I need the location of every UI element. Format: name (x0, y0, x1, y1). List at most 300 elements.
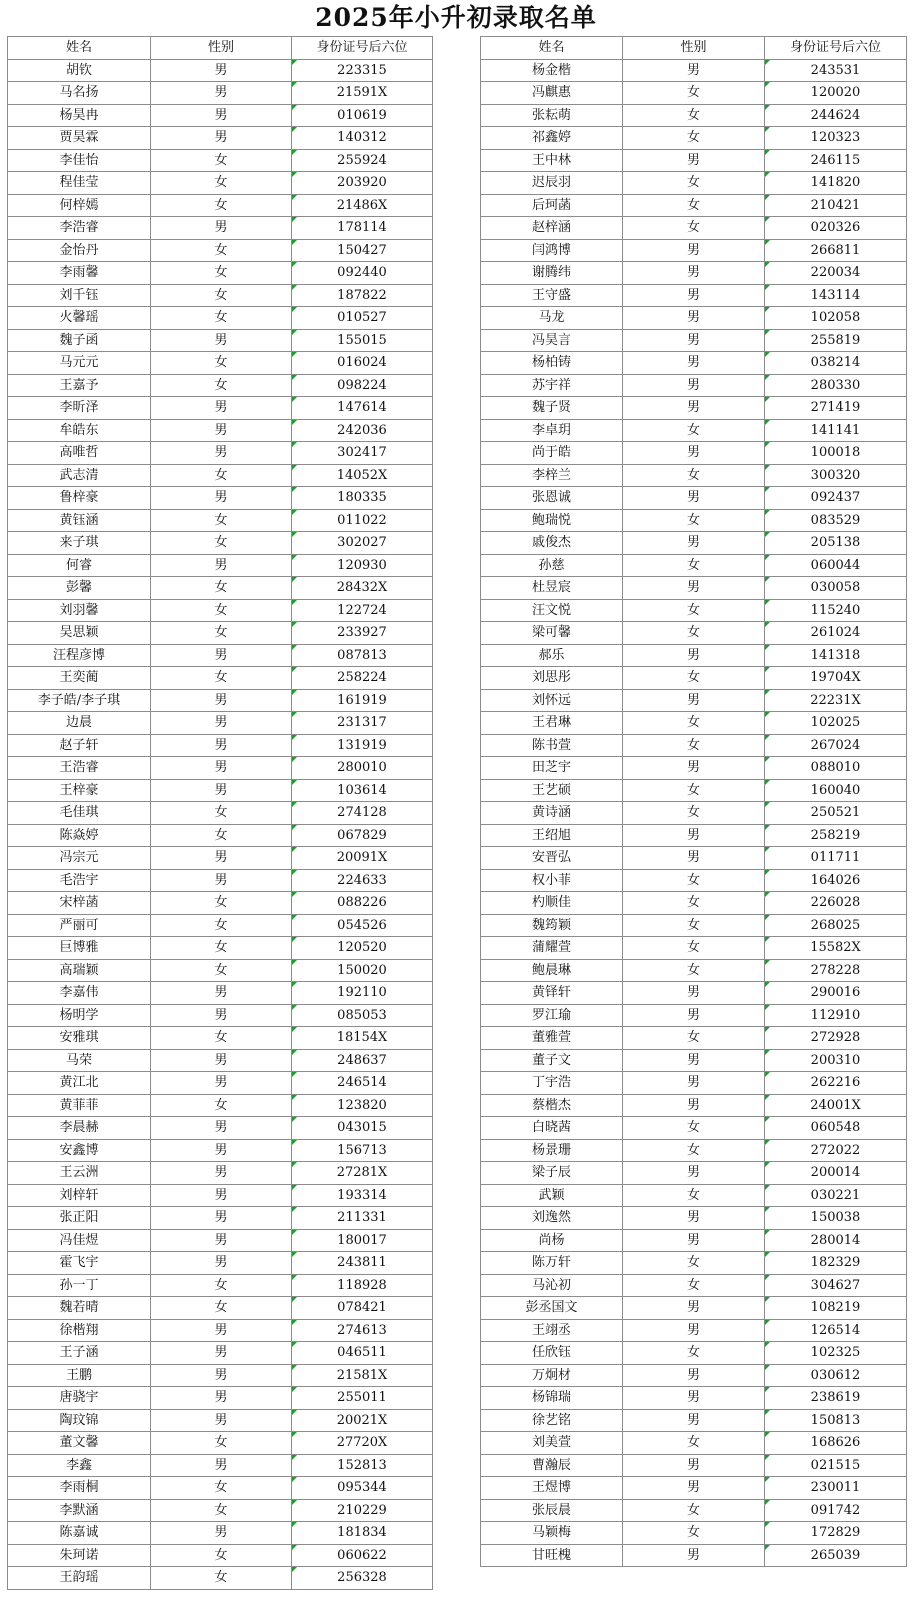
id-suffix-cell: 14052X (292, 464, 433, 487)
student-name-cell: 李卓玥 (481, 419, 623, 442)
student-name-cell: 陈书萱 (481, 734, 623, 757)
gender-cell: 男 (623, 532, 765, 555)
student-name-cell: 李默涵 (8, 1499, 151, 1522)
id-suffix-cell: 21581X (292, 1364, 433, 1387)
student-name-cell: 彭丞国文 (481, 1297, 623, 1320)
id-suffix-cell: 120323 (765, 127, 907, 150)
table-row (481, 487, 907, 510)
id-suffix-cell: 210229 (292, 1499, 433, 1522)
student-name-cell: 闫鸿博 (481, 239, 623, 262)
table-row (8, 104, 433, 127)
student-name-cell: 安鑫博 (8, 1139, 151, 1162)
table-row (8, 374, 433, 397)
id-suffix-cell: 150020 (292, 959, 433, 982)
student-name-cell: 白晓茜 (481, 1117, 623, 1140)
table-row (8, 712, 433, 735)
gender-cell: 男 (151, 1364, 292, 1387)
id-suffix-cell: 231317 (292, 712, 433, 735)
student-name-cell: 董文馨 (8, 1432, 151, 1455)
table-row (481, 734, 907, 757)
student-name-cell: 贾昊霖 (8, 127, 151, 150)
id-suffix-cell: 280330 (765, 374, 907, 397)
student-name-cell: 王绍旭 (481, 824, 623, 847)
student-name-cell: 王奕蔺 (8, 667, 151, 690)
id-suffix-cell: 180335 (292, 487, 433, 510)
id-suffix-cell: 046511 (292, 1342, 433, 1365)
table-row (8, 509, 433, 532)
table-row (481, 82, 907, 105)
table-row (481, 1027, 907, 1050)
student-name-cell: 曹瀚辰 (481, 1454, 623, 1477)
id-suffix-cell: 095344 (292, 1477, 433, 1500)
id-suffix-cell: 274128 (292, 802, 433, 825)
gender-cell: 女 (623, 667, 765, 690)
table-row (8, 847, 433, 870)
gender-cell: 女 (623, 464, 765, 487)
student-name-cell: 蔡楷杰 (481, 1094, 623, 1117)
table-row (481, 599, 907, 622)
id-suffix-cell: 141318 (765, 644, 907, 667)
table-row (8, 1454, 433, 1477)
gender-cell: 男 (151, 1342, 292, 1365)
id-suffix-cell: 150813 (765, 1409, 907, 1432)
student-name-cell: 李雨馨 (8, 262, 151, 285)
student-name-cell: 马颖梅 (481, 1522, 623, 1545)
table-row (8, 959, 433, 982)
student-name-cell: 唐骁宇 (8, 1387, 151, 1410)
gender-cell: 男 (623, 1094, 765, 1117)
gender-cell: 男 (623, 1364, 765, 1387)
student-name-cell: 毛浩宇 (8, 869, 151, 892)
gender-cell: 女 (623, 1139, 765, 1162)
table-row (8, 1184, 433, 1207)
gender-cell: 女 (151, 959, 292, 982)
id-suffix-cell: 141141 (765, 419, 907, 442)
table-row (481, 982, 907, 1005)
table-row (8, 1274, 433, 1297)
table-row (481, 217, 907, 240)
student-name-cell: 魏子贤 (481, 397, 623, 420)
id-suffix-cell: 27720X (292, 1432, 433, 1455)
table-row (481, 262, 907, 285)
gender-cell: 女 (151, 532, 292, 555)
student-name-cell: 胡钦 (8, 59, 151, 82)
table-row (8, 577, 433, 600)
id-suffix-cell: 244624 (765, 104, 907, 127)
student-name-cell: 王艺硕 (481, 779, 623, 802)
gender-cell: 女 (623, 509, 765, 532)
table-row (481, 194, 907, 217)
table-row (8, 1522, 433, 1545)
student-name-cell: 王韵瑶 (8, 1567, 151, 1590)
gender-cell: 女 (623, 914, 765, 937)
student-name-cell: 王煜博 (481, 1477, 623, 1500)
gender-cell: 男 (623, 1319, 765, 1342)
table-row (8, 217, 433, 240)
table-row (8, 194, 433, 217)
student-name-cell: 赵梓涵 (481, 217, 623, 240)
student-name-cell: 董雅萱 (481, 1027, 623, 1050)
table-row (8, 1072, 433, 1095)
gender-cell: 男 (623, 824, 765, 847)
id-suffix-cell: 120930 (292, 554, 433, 577)
student-name-cell: 郝乐 (481, 644, 623, 667)
student-name-cell: 王子涵 (8, 1342, 151, 1365)
gender-cell: 男 (623, 982, 765, 1005)
gender-cell: 男 (151, 1319, 292, 1342)
student-name-cell: 李鑫 (8, 1454, 151, 1477)
student-name-cell: 董子文 (481, 1049, 623, 1072)
table-row (8, 869, 433, 892)
id-suffix-cell: 200310 (765, 1049, 907, 1072)
gender-cell: 男 (623, 397, 765, 420)
student-name-cell: 黄铎轩 (481, 982, 623, 1005)
table-row (481, 577, 907, 600)
header-gender: 性别 (151, 37, 292, 60)
gender-cell: 男 (151, 1409, 292, 1432)
gender-cell: 女 (623, 959, 765, 982)
id-suffix-cell: 302417 (292, 442, 433, 465)
page-title: 2025年小升初录取名单 (315, 3, 597, 32)
table-row (8, 59, 433, 82)
id-suffix-cell: 223315 (292, 59, 433, 82)
id-suffix-cell: 091742 (765, 1499, 907, 1522)
gender-cell: 女 (151, 1297, 292, 1320)
table-row (8, 1342, 433, 1365)
table-row (8, 1139, 433, 1162)
id-suffix-cell: 272928 (765, 1027, 907, 1050)
id-suffix-cell: 304627 (765, 1274, 907, 1297)
id-suffix-cell: 210421 (765, 194, 907, 217)
student-name-cell: 尚杨 (481, 1229, 623, 1252)
id-suffix-cell: 083529 (765, 509, 907, 532)
id-suffix-cell: 043015 (292, 1117, 433, 1140)
gender-cell: 女 (151, 599, 292, 622)
table-row (481, 352, 907, 375)
student-name-cell: 魏若晴 (8, 1297, 151, 1320)
student-name-cell: 冯昊言 (481, 329, 623, 352)
student-name-cell: 武颖 (481, 1184, 623, 1207)
student-name-cell: 陶玟锦 (8, 1409, 151, 1432)
id-suffix-cell: 172829 (765, 1522, 907, 1545)
student-name-cell: 王中林 (481, 149, 623, 172)
id-suffix-cell: 300320 (765, 464, 907, 487)
gender-cell: 男 (623, 59, 765, 82)
header-name: 姓名 (8, 37, 151, 60)
student-name-cell: 毛佳琪 (8, 802, 151, 825)
gender-cell: 女 (151, 172, 292, 195)
gender-cell: 女 (623, 1117, 765, 1140)
id-suffix-cell: 102025 (765, 712, 907, 735)
gender-cell: 女 (151, 1274, 292, 1297)
table-row (8, 464, 433, 487)
table-row (481, 1184, 907, 1207)
id-suffix-cell: 246115 (765, 149, 907, 172)
id-suffix-cell: 016024 (292, 352, 433, 375)
gender-cell: 男 (151, 104, 292, 127)
table-row (8, 239, 433, 262)
gender-cell: 男 (151, 487, 292, 510)
table-row (481, 1364, 907, 1387)
gender-cell: 男 (151, 419, 292, 442)
id-suffix-cell: 242036 (292, 419, 433, 442)
id-suffix-cell: 100018 (765, 442, 907, 465)
id-suffix-cell: 268025 (765, 914, 907, 937)
gender-cell: 男 (151, 1184, 292, 1207)
gender-cell: 男 (151, 982, 292, 1005)
table-row (481, 622, 907, 645)
student-name-cell: 杨景珊 (481, 1139, 623, 1162)
table-row (481, 1049, 907, 1072)
id-suffix-cell: 280010 (292, 757, 433, 780)
gender-cell: 男 (623, 442, 765, 465)
student-name-cell: 陈万轩 (481, 1252, 623, 1275)
gender-cell: 男 (151, 1252, 292, 1275)
id-suffix-cell: 011711 (765, 847, 907, 870)
table-row (481, 892, 907, 915)
id-suffix-cell: 131919 (292, 734, 433, 757)
student-name-cell: 李昕泽 (8, 397, 151, 420)
student-name-cell: 杨明学 (8, 1004, 151, 1027)
student-name-cell: 冯佳煜 (8, 1229, 151, 1252)
table-row (481, 802, 907, 825)
table-row (481, 127, 907, 150)
table-row (8, 1162, 433, 1185)
student-name-cell: 后珂菡 (481, 194, 623, 217)
gender-cell: 男 (623, 284, 765, 307)
gender-cell: 男 (151, 82, 292, 105)
gender-cell: 女 (623, 869, 765, 892)
id-suffix-cell: 085053 (292, 1004, 433, 1027)
table-row (481, 1297, 907, 1320)
table-row (8, 1094, 433, 1117)
table-row (8, 1544, 433, 1567)
table-row (8, 689, 433, 712)
student-name-cell: 杨昊冉 (8, 104, 151, 127)
id-suffix-cell: 088010 (765, 757, 907, 780)
id-suffix-cell: 238619 (765, 1387, 907, 1410)
table-row (8, 1364, 433, 1387)
student-name-cell: 祁鑫婷 (481, 127, 623, 150)
student-name-cell: 蒲耀萱 (481, 937, 623, 960)
student-name-cell: 罗江瑜 (481, 1004, 623, 1027)
table-row (8, 329, 433, 352)
gender-cell: 男 (623, 1207, 765, 1230)
id-suffix-cell: 156713 (292, 1139, 433, 1162)
gender-cell: 女 (623, 599, 765, 622)
table-row (481, 172, 907, 195)
table-row (481, 1072, 907, 1095)
id-suffix-cell: 182329 (765, 1252, 907, 1275)
header-row (481, 37, 907, 60)
table-row (8, 1297, 433, 1320)
table-row (481, 464, 907, 487)
roster-table-left (7, 36, 433, 1590)
student-name-cell: 丁宇浩 (481, 1072, 623, 1095)
gender-cell: 女 (623, 734, 765, 757)
table-row (8, 1117, 433, 1140)
table-row (8, 149, 433, 172)
id-suffix-cell: 267024 (765, 734, 907, 757)
table-row (8, 1409, 433, 1432)
id-suffix-cell: 230011 (765, 1477, 907, 1500)
id-suffix-cell: 161919 (292, 689, 433, 712)
student-name-cell: 安雅琪 (8, 1027, 151, 1050)
id-suffix-cell: 246514 (292, 1072, 433, 1095)
gender-cell: 男 (623, 329, 765, 352)
table-row (8, 1229, 433, 1252)
gender-cell: 男 (151, 1139, 292, 1162)
gender-cell: 男 (623, 1049, 765, 1072)
student-name-cell: 杨金楷 (481, 59, 623, 82)
table-row (481, 914, 907, 937)
table-row (8, 599, 433, 622)
gender-cell: 男 (151, 554, 292, 577)
header-gender: 性别 (623, 37, 765, 60)
table-row (481, 1004, 907, 1027)
id-suffix-cell: 020326 (765, 217, 907, 240)
student-name-cell: 魏筠颖 (481, 914, 623, 937)
id-suffix-cell: 108219 (765, 1297, 907, 1320)
id-suffix-cell: 030221 (765, 1184, 907, 1207)
id-suffix-cell: 102058 (765, 307, 907, 330)
id-suffix-cell: 266811 (765, 239, 907, 262)
student-name-cell: 马元元 (8, 352, 151, 375)
table-row (8, 1207, 433, 1230)
student-name-cell: 马荣 (8, 1049, 151, 1072)
gender-cell: 女 (151, 194, 292, 217)
table-row (8, 1567, 433, 1590)
student-name-cell: 任欣钰 (481, 1342, 623, 1365)
gender-cell: 男 (623, 262, 765, 285)
table-row (481, 1409, 907, 1432)
gender-cell: 男 (623, 1454, 765, 1477)
id-suffix-cell: 180017 (292, 1229, 433, 1252)
table-row (481, 667, 907, 690)
id-suffix-cell: 250521 (765, 802, 907, 825)
table-row (8, 914, 433, 937)
id-suffix-cell: 278228 (765, 959, 907, 982)
table-row (481, 329, 907, 352)
table-row (481, 1252, 907, 1275)
student-name-cell: 朱珂诺 (8, 1544, 151, 1567)
student-name-cell: 刘怀远 (481, 689, 623, 712)
id-suffix-cell: 28432X (292, 577, 433, 600)
gender-cell: 女 (623, 1522, 765, 1545)
table-row (481, 1499, 907, 1522)
gender-cell: 女 (623, 892, 765, 915)
gender-cell: 男 (623, 1162, 765, 1185)
table-row (481, 644, 907, 667)
gender-cell: 女 (151, 892, 292, 915)
gender-cell: 男 (151, 1072, 292, 1095)
student-name-cell: 杜昱宸 (481, 577, 623, 600)
id-suffix-cell: 274613 (292, 1319, 433, 1342)
gender-cell: 男 (151, 217, 292, 240)
gender-cell: 男 (151, 734, 292, 757)
table-row (8, 352, 433, 375)
student-name-cell: 田芝宇 (481, 757, 623, 780)
gender-cell: 女 (151, 239, 292, 262)
gender-cell: 男 (151, 1117, 292, 1140)
id-suffix-cell: 22231X (765, 689, 907, 712)
id-suffix-cell: 078421 (292, 1297, 433, 1320)
header-name: 姓名 (481, 37, 623, 60)
id-suffix-cell: 092440 (292, 262, 433, 285)
gender-cell: 女 (151, 622, 292, 645)
table-row (481, 1139, 907, 1162)
id-suffix-cell: 290016 (765, 982, 907, 1005)
student-name-cell: 严丽可 (8, 914, 151, 937)
table-row (8, 779, 433, 802)
table-row (8, 284, 433, 307)
student-name-cell: 鲍晨琳 (481, 959, 623, 982)
student-name-cell: 王梓豪 (8, 779, 151, 802)
student-name-cell: 李子皓/李子琪 (8, 689, 151, 712)
table-row (481, 869, 907, 892)
gender-cell: 男 (151, 127, 292, 150)
gender-cell: 女 (151, 509, 292, 532)
student-name-cell: 冯麒惠 (481, 82, 623, 105)
student-name-cell: 陈嘉诚 (8, 1522, 151, 1545)
gender-cell: 男 (623, 1072, 765, 1095)
student-name-cell: 宋梓菡 (8, 892, 151, 915)
student-name-cell: 李梓兰 (481, 464, 623, 487)
table-row (481, 532, 907, 555)
table-row (8, 1387, 433, 1410)
id-suffix-cell: 24001X (765, 1094, 907, 1117)
student-name-cell: 程佳莹 (8, 172, 151, 195)
table-row (8, 1049, 433, 1072)
id-suffix-cell: 255924 (292, 149, 433, 172)
id-suffix-cell: 155015 (292, 329, 433, 352)
gender-cell: 男 (151, 1522, 292, 1545)
gender-cell: 女 (623, 1342, 765, 1365)
table-row (481, 397, 907, 420)
table-row (8, 1477, 433, 1500)
id-suffix-cell: 140312 (292, 127, 433, 150)
gender-cell: 男 (151, 1387, 292, 1410)
student-name-cell: 高瑞颖 (8, 959, 151, 982)
gender-cell: 男 (623, 1229, 765, 1252)
id-suffix-cell: 256328 (292, 1567, 433, 1590)
id-suffix-cell: 18154X (292, 1027, 433, 1050)
header-id: 身份证号后六位 (292, 37, 433, 60)
id-suffix-cell: 200014 (765, 1162, 907, 1185)
gender-cell: 男 (151, 1162, 292, 1185)
id-suffix-cell: 192110 (292, 982, 433, 1005)
table-row (481, 554, 907, 577)
id-suffix-cell: 122724 (292, 599, 433, 622)
gender-cell: 男 (623, 1544, 765, 1567)
student-name-cell: 孙慈 (481, 554, 623, 577)
gender-cell: 男 (623, 307, 765, 330)
id-suffix-cell: 243811 (292, 1252, 433, 1275)
gender-cell: 男 (151, 59, 292, 82)
id-suffix-cell: 205138 (765, 532, 907, 555)
table-row (8, 397, 433, 420)
table-row (8, 442, 433, 465)
table-row (8, 824, 433, 847)
table-row (481, 59, 907, 82)
id-suffix-cell: 112910 (765, 1004, 907, 1027)
gender-cell: 男 (623, 577, 765, 600)
student-name-cell: 金怡丹 (8, 239, 151, 262)
table-row (481, 959, 907, 982)
table-row (481, 1207, 907, 1230)
gender-cell: 男 (623, 1004, 765, 1027)
id-suffix-cell: 150038 (765, 1207, 907, 1230)
